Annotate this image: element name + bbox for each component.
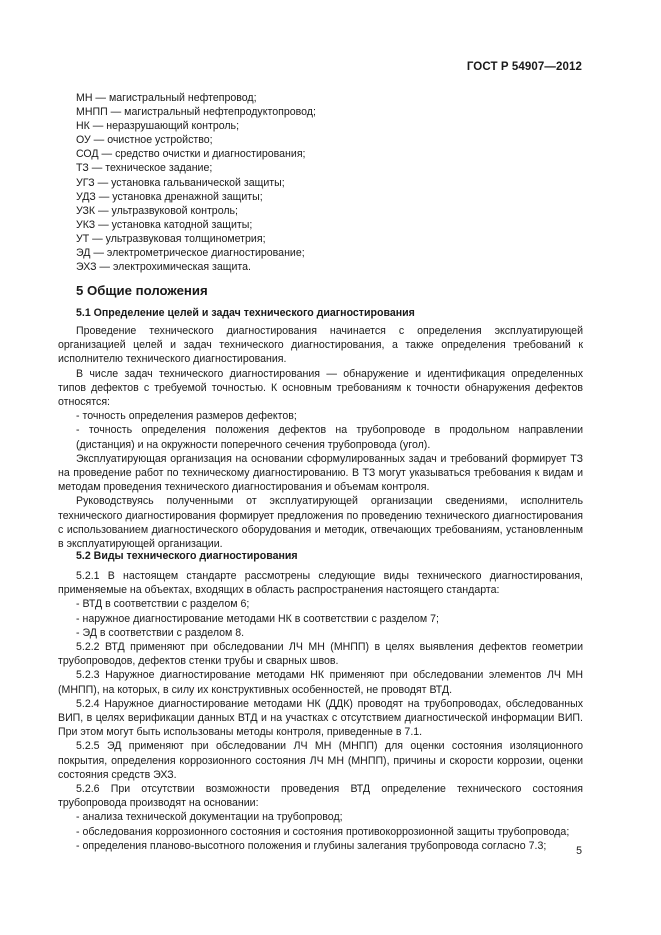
subsection-title-5-1: 5.1 Определение целей и задач технического диагностирования [76, 307, 415, 319]
abbreviation-item: ТЗ — техническое задание; [76, 162, 213, 175]
abbreviation-item: УГЗ — установка гальванической защиты; [76, 176, 285, 189]
list-item: - точность определения размеров дефектов; [76, 410, 297, 423]
standard-header: ГОСТ Р 54907—2012 [466, 61, 582, 73]
abbreviation-item: ОУ — очистное устройство; [76, 134, 213, 147]
subsection-5-1-body [58, 324, 583, 551]
abbreviation-item: НК — неразрушающий контроль; [76, 120, 240, 133]
paragraph-5-2-6: 5.2.6 При отсутствии возможности проведения ВТД определение технического состояния трубопровода производят на основании: [58, 783, 583, 810]
paragraph-5-2-2: 5.2.2 ВТД применяют при обследовании ЛЧ МН (МНПП) в целях выявления дефектов геометрии трубопроводов, дефектов стенки трубы и сварных швов. [58, 641, 583, 668]
paragraph: В числе задач технического диагностирования — обнаружение и идентификация определенных типов дефектов с требуемой точностью. К основным требованиям к точности обнаружения дефектов относятся: [58, 367, 583, 409]
abbreviation-item: УТ — ультразвуковая толщинометрия; [76, 232, 266, 245]
section-title: 5 Общие положения [76, 283, 208, 298]
paragraph-5-2-5: 5.2.5 ЭД применяют при обследовании ЛЧ МН (МНПП) для оценки состояния изоляционного покрытия, определения коррозионного состояния ЛЧ МН (МНПП), причины и скорости коррозии, оценки состояния средств ЭХЗ. [58, 740, 583, 781]
abbreviation-item: МНПП — магистральный нефтепродуктопровод; [76, 106, 316, 119]
list-item: - ЭД в соответствии с разделом 8. [76, 626, 245, 639]
list-item: - точность определения положения дефектов на трубопроводе в продольном направлении (дистанция) и на окружности поперечного сечения трубопровода (угол). [76, 424, 583, 451]
page-number: 5 [576, 845, 582, 857]
paragraph-5-2-3: 5.2.3 Наружное диагностирование методами НК применяют при обследовании элементов ЛЧ МН (МНПП), на которых, в силу их конструктивных особенностей, не проводят ВТД. [58, 669, 583, 696]
list-item: - определения планово-высотного положения и глубины залегания трубопровода согласно 7.3; [76, 839, 547, 852]
paragraph-5-2-1: 5.2.1 В настоящем стандарте рассмотрены следующие виды технического диагностирования, применяемые на объектах, входящих в область распространения настоящего стандарта: [58, 570, 583, 597]
abbreviation-item: ЭД — электрометрическое диагностирование; [76, 247, 305, 260]
abbreviation-item: УКЗ — установка катодной защиты; [76, 218, 253, 231]
list-item: - обследования коррозионного состояния и состояния противокоррозионной защиты трубопровода; [76, 825, 570, 838]
paragraph: Руководствуясь полученными от эксплуатирующей организации сведениями, исполнитель технического диагностирования формирует предложения по проведению технического диагностирования с использованием диагностического оборудования и методик, отвечающих требованиям, установленным в эксплуатирующей организации. [58, 495, 583, 551]
paragraph: Эксплуатирующая организация на основании сформулированных задач и требований формирует ТЗ на проведение работ по техническому диагностированию. В ТЗ могут указываться требования к видам и методам проведения технического диагностирования и объемам контроля. [58, 452, 583, 494]
paragraph: Проведение технического диагностирования начинается с определения эксплуатирующей организацией целей и задач технического диагностирования, а также определения требований к исполнителю технического диагностирования. [58, 325, 583, 366]
list-item: - наружное диагностирование методами НК в соответствии с разделом 7; [76, 612, 439, 625]
list-item: - анализа технической документации на трубопровод; [76, 811, 343, 824]
list-item: - ВТД в соответствии с разделом 6; [76, 598, 250, 611]
paragraph-5-2-4: 5.2.4 Наружное диагностирование методами НК (ДДК) проводят на трубопроводах, обследованных ВИП, в целях верификации данных ВТД и на участках с отсутствием диагностической информации ВИП. При этом могут быть использованы методы контроля, приведенные в 7.1. [58, 697, 583, 739]
abbreviation-item: МН — магистральный нефтепровод; [76, 92, 257, 104]
abbreviation-item: УДЗ — установка дренажной защиты; [76, 190, 263, 203]
abbreviation-item: ЭХЗ — электрохимическая защита. [76, 261, 251, 274]
abbreviation-item: СОД — средство очистки и диагностирования; [76, 148, 306, 161]
subsection-title-5-2: 5.2 Виды технического диагностирования [76, 550, 298, 562]
subsection-5-2-body [58, 569, 583, 853]
abbreviation-list [76, 91, 316, 274]
abbreviation-item: УЗК — ультразвуковой контроль; [76, 204, 238, 217]
